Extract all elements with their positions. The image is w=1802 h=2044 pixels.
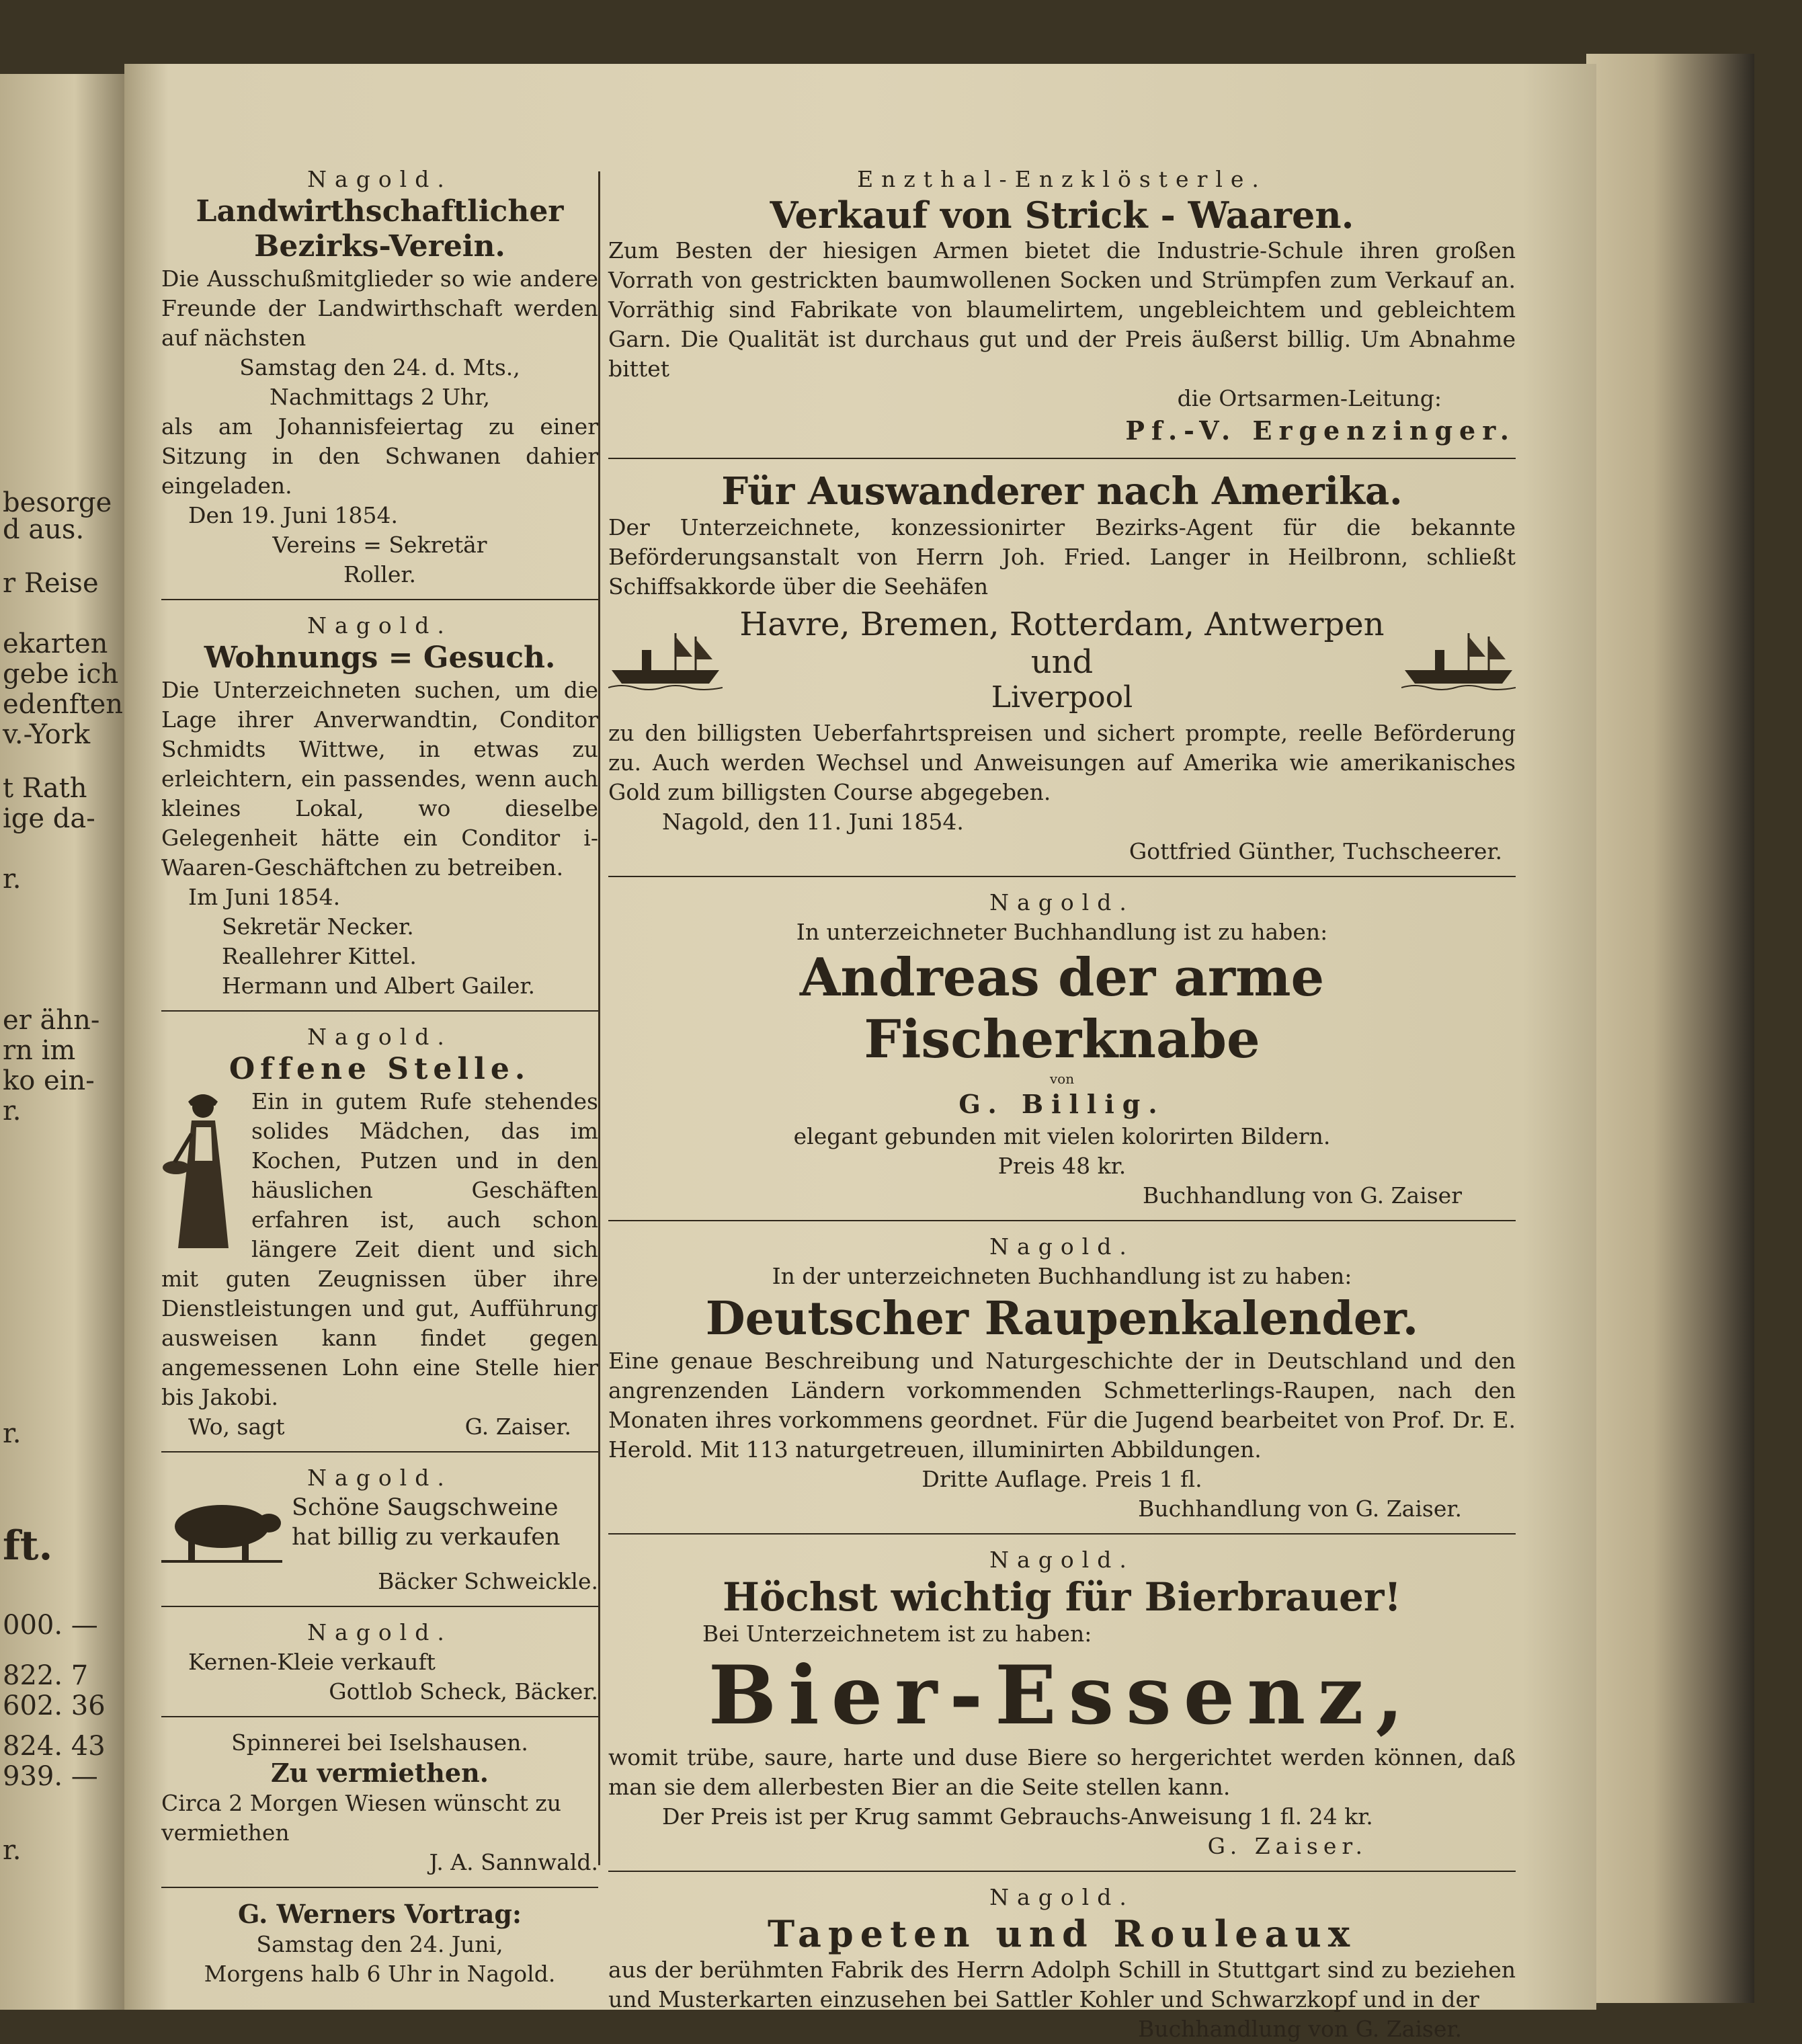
signature: Buchhandlung von G. Zaiser xyxy=(1142,1182,1462,1209)
ad-body-end: die Ortsarmen-Leitung: xyxy=(1177,385,1442,411)
ad-body: als am Johannisfeiertag zu einer Sitzung in den Schwanen dahier eingeladen. xyxy=(161,413,598,499)
separator xyxy=(161,1010,598,1012)
right-column xyxy=(608,165,1516,2044)
place-line: Nagold. xyxy=(989,889,1135,915)
signature: Gottfried Günther, Tuchscheerer. xyxy=(1129,838,1502,864)
ad-title: Andreas der arme Fischerknabe xyxy=(799,947,1325,1070)
price: Der Preis ist per Krug sammt Gebrauchs-Anweisung 1 fl. 24 kr. xyxy=(662,1803,1373,1830)
maid-illustration-icon xyxy=(161,1087,242,1255)
signature: G. Zaiser. xyxy=(464,1414,571,1440)
fragment: t Rath xyxy=(3,773,87,804)
ad-zu-vermiethen xyxy=(161,1728,598,1877)
ad-landwirthschaft xyxy=(161,165,598,589)
fragment: ekarten xyxy=(3,628,108,659)
book-edge xyxy=(1586,54,1754,2003)
ad-body: womit trübe, saure, harte und duse Biere so hergerichtet werden können, daß man sie dem allerbesten Bier an die Seite stellen kann. xyxy=(608,1744,1516,1800)
fragment: edenften xyxy=(3,689,124,720)
big-title: Bier-Essenz, xyxy=(708,1648,1416,1743)
dated-line: Den 19. Juni 1854. xyxy=(188,502,398,528)
fragment: d aus. xyxy=(3,514,85,545)
ad-title: Verkauf von Strick - Waaren. xyxy=(770,194,1354,237)
fragment: er ähn- xyxy=(3,1005,100,1036)
place-line: Nagold. xyxy=(989,1884,1135,1910)
fragment: r. xyxy=(3,1418,22,1449)
fragment: 602. 36 xyxy=(3,1690,106,1721)
ad-footer xyxy=(161,1412,598,1442)
ad-body: Die Ausschußmitglieder so wie andere Freunde der Landwirthschaft werden auf nächsten xyxy=(161,265,598,351)
separator xyxy=(161,1606,598,1607)
signature: J. A. Sannwald. xyxy=(429,1849,598,1875)
ad-body: Kernen-Kleie verkauft xyxy=(188,1649,436,1675)
left-column xyxy=(161,165,598,1989)
ad-title: Tapeten und Rouleaux xyxy=(767,1912,1357,1955)
ad-body: aus der berühmten Fabrik des Herrn Adolph Schill in Stuttgart sind zu beziehen und Musterkarten einzusehen bei Sattler Kohler und Schwarzkopf und in der xyxy=(608,1957,1516,2012)
signature: Sekretär Necker. xyxy=(222,913,414,940)
date-line: Samstag den 24. d. Mts., xyxy=(239,354,520,380)
place-line: Nagold. xyxy=(307,166,452,192)
ad-body: Circa 2 Morgen Wiesen wünscht zu vermiethen xyxy=(161,1790,561,1846)
ports-row xyxy=(608,606,1516,714)
fragment: r. xyxy=(3,1096,22,1127)
signature: Buchhandlung von G. Zaiser. xyxy=(1138,2016,1462,2042)
left-page-fragment xyxy=(0,74,124,2010)
separator xyxy=(608,1220,1516,1221)
ad-title: Wohnungs = Gesuch. xyxy=(204,641,556,675)
place-line: Nagold. xyxy=(307,1024,452,1050)
ad-strickwaaren xyxy=(608,165,1516,448)
signature: Reallehrer Kittel. xyxy=(222,943,417,969)
ad-line: Morgens halb 6 Uhr in Nagold. xyxy=(204,1961,556,1987)
ad-title: Höchst wichtig für Bierbrauer! xyxy=(723,1574,1401,1620)
place-line: Nagold. xyxy=(307,1619,452,1645)
separator xyxy=(161,1716,598,1717)
place-line: Nagold. xyxy=(307,1465,452,1491)
ad-kernen-kleie xyxy=(161,1618,598,1707)
ad-body: Der Unterzeichnete, konzessionirter Bezirks-Agent für die bekannte Beförderungsanstalt von Herrn Joh. Fried. Langer in Heilbronn, schließt Schiffsakkorde über die Seehäfen xyxy=(608,514,1516,600)
ad-title: Zu vermiethen. xyxy=(271,1758,489,1788)
fragment: 000. — xyxy=(3,1610,98,1641)
ad-body: Die Unterzeichneten suchen, um die Lage ihrer Anverwandtin, Conditor Schmidts Wittwe, in etwas zu erleichtern, ein passendes, wenn auch kleines Lokal, wo dieselbe Gelegenheit hätte ein Conditor i-Waaren-Geschäftchen zu betreiben. xyxy=(161,677,598,881)
ad-auswanderer xyxy=(608,470,1516,866)
von-line: von xyxy=(1049,1071,1075,1087)
ports-line: Havre, Bremen, Rotterdam, Antwerpen und xyxy=(739,606,1385,681)
signature: Hermann und Albert Gailer. xyxy=(222,973,536,999)
edition: Dritte Auflage. Preis 1 fl. xyxy=(922,1466,1202,1492)
ad-tapeten xyxy=(608,1883,1516,2044)
steamship-icon xyxy=(608,630,723,690)
ad-saugschweine xyxy=(161,1463,598,1596)
time-line: Nachmittags 2 Uhr, xyxy=(269,384,491,410)
ad-intro: In der unterzeichneten Buchhandlung ist zu haben: xyxy=(772,1263,1352,1289)
fragment: ko ein- xyxy=(3,1065,95,1096)
ad-intro: In unterzeichneter Buchhandlung ist zu haben: xyxy=(796,919,1328,945)
dated-line: Im Juni 1854. xyxy=(188,884,341,910)
fragment: r. xyxy=(3,864,22,895)
ad-bier-essenz xyxy=(608,1545,1516,1861)
author: G. Billig. xyxy=(958,1089,1165,1119)
separator xyxy=(608,458,1516,459)
ad-title: Landwirthschaftlicher Bezirks-Verein. xyxy=(196,194,564,263)
column-divider xyxy=(598,171,600,1865)
separator xyxy=(161,1887,598,1888)
ad-line: Samstag den 24. Juni, xyxy=(256,1931,503,1957)
ad-body: Zum Besten der hiesigen Armen bietet die Industrie-Schule ihren großen Vorrath von gestrickten baumwollenen Socken und Strümpfen zum Verkauf an. Vorräthig sind Fabrikate von blaumelirtem, ungebleichtem und gebleichtem Garn. Die Qualität ist durchaus gut und der Preis äußerst billig. Um Abnahme bittet xyxy=(608,237,1516,382)
fragment: 822. 7 xyxy=(3,1660,89,1691)
ad-body: zu den billigsten Ueberfahrtspreisen und sichert prompte, reelle Beförderung zu. Auch werden Wechsel und Anweisungen auf Amerika wie amerikanisches Gold zum billigsten Course abgegeben. xyxy=(608,720,1516,805)
place-line: Nagold. xyxy=(989,1233,1135,1260)
signature: Pf.-V. Ergenzinger. xyxy=(1125,415,1516,446)
fragment: gebe ich xyxy=(3,659,119,690)
pig-illustration-icon xyxy=(161,1493,282,1567)
ad-body: Ein in gutem Rufe stehendes solides Mädchen, das im Kochen, Putzen und in den häuslichen Geschäften erfahren ist, auch schon längere Zeit dient und sich mit guten Zeugnissen über ihre Dienstleistungen und gut, Aufführung ausweisen kann findet gegen angemessenen Lohn eine Stelle hier bis Jakobi. xyxy=(161,1088,598,1410)
ad-wohnungsgesuch xyxy=(161,611,598,1001)
steamship-icon xyxy=(1401,630,1516,690)
separator xyxy=(161,599,598,600)
fragment: 939. — xyxy=(3,1761,98,1792)
signature: Vereins = Sekretär xyxy=(272,532,487,558)
ad-werners-vortrag xyxy=(161,1899,598,1989)
place-line: Enzthal-Enzklösterle. xyxy=(857,166,1267,192)
place-line: Nagold. xyxy=(989,1547,1135,1573)
place-line: Spinnerei bei Iselshausen. xyxy=(231,1729,528,1756)
separator xyxy=(608,1871,1516,1872)
place-line: Nagold. xyxy=(307,612,452,639)
ad-body: Schöne Saugschweine hat billig zu verkaufen xyxy=(292,1494,561,1551)
fragment: rn im xyxy=(3,1035,76,1066)
ad-body: Eine genaue Beschreibung und Naturgeschichte der in Deutschland und den angrenzenden Ländern vorkommenden Schmetterlings-Raupen, nach den Monaten ihres vorkommens geordnet. Für die Jugend bearbeitet von Prof. Dr. E. Herold. Mit 113 naturgetreuen, illuminirten Abbildungen. xyxy=(608,1348,1516,1463)
ad-title: Offene Stelle. xyxy=(229,1052,531,1086)
separator xyxy=(608,876,1516,877)
fragment: r Reise xyxy=(3,568,99,599)
fragment: 824. 43 xyxy=(3,1731,106,1762)
dated-line: Nagold, den 11. Juni 1854. xyxy=(662,809,964,835)
fragment: v.-York xyxy=(3,719,91,750)
ad-desc: elegant gebunden mit vielen kolorirten Bildern. xyxy=(793,1123,1331,1149)
ad-raupenkalender xyxy=(608,1232,1516,1524)
ports-line: Liverpool xyxy=(991,680,1133,714)
ports-text xyxy=(723,606,1401,714)
fragment: ft. xyxy=(3,1522,53,1569)
signature: Roller. xyxy=(343,561,416,587)
signature: Bäcker Schweickle. xyxy=(378,1568,598,1594)
ad-title: Deutscher Raupenkalender. xyxy=(705,1292,1419,1346)
fragment: r. xyxy=(3,1835,22,1866)
where-line: Wo, sagt xyxy=(188,1414,285,1440)
signature: G. Zaiser. xyxy=(1207,1833,1368,1859)
ad-offene-stelle xyxy=(161,1022,598,1442)
fragment: besorge xyxy=(3,487,112,518)
ad-fischerknabe xyxy=(608,888,1516,1211)
separator xyxy=(161,1451,598,1453)
ad-intro: Bei Unterzeichnetem ist zu haben: xyxy=(702,1621,1092,1647)
ad-title: G. Werners Vortrag: xyxy=(238,1899,522,1929)
separator xyxy=(608,1533,1516,1535)
signature: Buchhandlung von G. Zaiser. xyxy=(1138,1496,1462,1522)
ad-title: Für Auswanderer nach Amerika. xyxy=(721,469,1403,514)
fragment: ige da- xyxy=(3,803,95,834)
price: Preis 48 kr. xyxy=(997,1153,1127,1179)
signature: Gottlob Scheck, Bäcker. xyxy=(329,1678,598,1705)
